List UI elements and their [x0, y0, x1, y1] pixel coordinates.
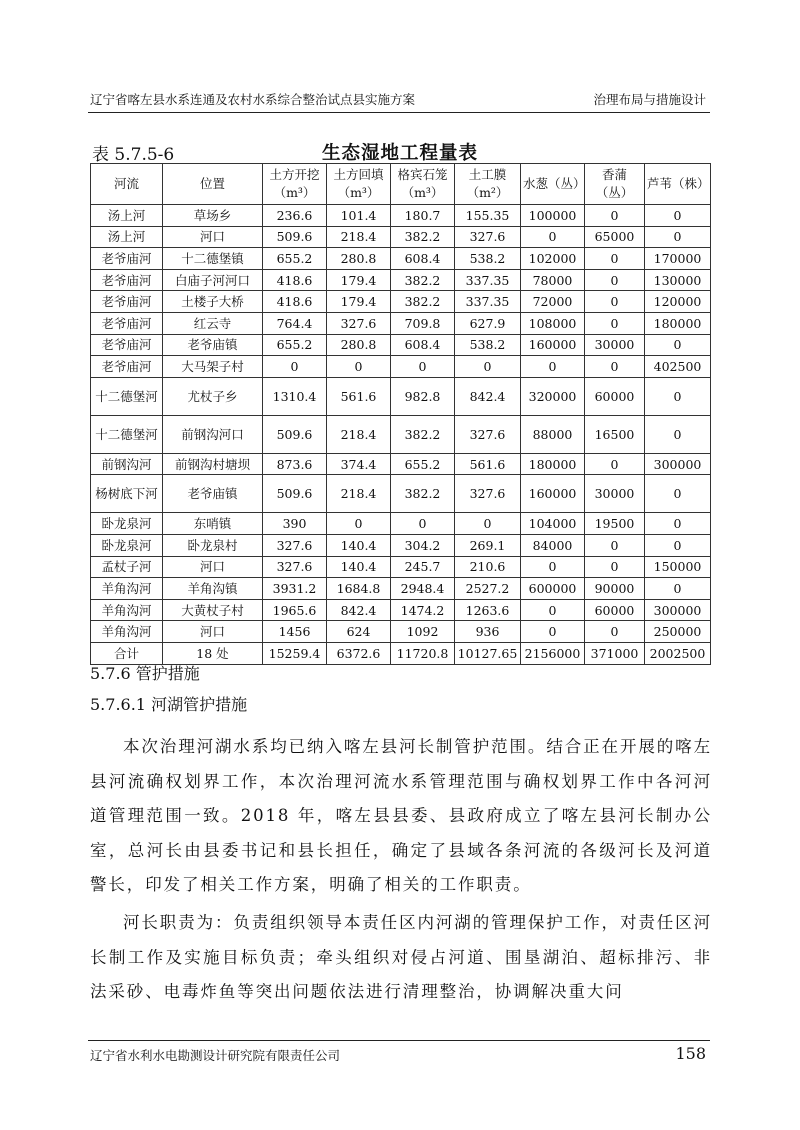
table-cell: 0: [645, 415, 711, 453]
table-cell: 120000: [645, 291, 711, 313]
table-cell: 1474.2: [391, 599, 455, 621]
table-cell: 327.6: [327, 312, 391, 334]
table-cell: 130000: [645, 269, 711, 291]
table-cell: 300000: [645, 599, 711, 621]
table-cell: 873.6: [263, 453, 327, 475]
table-cell: 842.4: [327, 599, 391, 621]
table-cell: 白庙子河河口: [163, 269, 263, 291]
table-row: [91, 534, 711, 556]
table-cell: 382.2: [391, 415, 455, 453]
table-cell: 337.35: [455, 291, 521, 313]
table-caption: [90, 140, 710, 165]
header-chapter-title: 治理布局与措施设计: [593, 92, 706, 107]
table-cell: 卧龙泉河: [91, 534, 163, 556]
table-cell: 0: [585, 534, 645, 556]
body-paragraph: 河长职责为：负责组织领导本责任区内河湖的管理保护工作，对责任区河长制工作及实施目标负责；牵头组织对侵占河道、围垦湖泊、超标排污、非法采砂、电毒炸鱼等突出问题依法进行清理整治，协调解决重大问: [90, 913, 712, 1001]
table-cell: 2156000: [521, 642, 585, 664]
table-row: [91, 621, 711, 643]
page-number: 158: [675, 1044, 706, 1063]
table-cell: 140.4: [327, 556, 391, 578]
table-cell: 老爷庙河: [91, 269, 163, 291]
table-cell: 老爷庙河: [91, 248, 163, 270]
table-cell: 2527.2: [455, 578, 521, 600]
table-cell: 0: [585, 269, 645, 291]
table-cell: 170000: [645, 248, 711, 270]
table-cell: 140.4: [327, 534, 391, 556]
table-cell: 河口: [163, 226, 263, 248]
table-cell: 100000: [521, 205, 585, 227]
table-cell: 15259.4: [263, 642, 327, 664]
table-cell: 卧龙泉河: [91, 513, 163, 535]
table-cell: 304.2: [391, 534, 455, 556]
subsection-heading: 5.7.6.1 河湖管护措施: [90, 695, 248, 714]
table-cell: 60000: [585, 377, 645, 415]
page-footer: [88, 1040, 710, 1065]
table-cell: 草场乡: [163, 205, 263, 227]
table-cell: 300000: [645, 453, 711, 475]
table-cell: 前钢沟河口: [163, 415, 263, 453]
table-cell: 1263.6: [455, 599, 521, 621]
table-cell: 327.6: [263, 556, 327, 578]
footer-organization: 辽宁省水利水电勘测设计研究院有限责任公司: [90, 1048, 341, 1063]
table-cell: 30000: [585, 334, 645, 356]
table-row: [91, 312, 711, 334]
table-cell: 河口: [163, 621, 263, 643]
table-cell: 0: [263, 356, 327, 378]
table-cell: 1965.6: [263, 599, 327, 621]
table-cell: 19500: [585, 513, 645, 535]
table-cell: 709.8: [391, 312, 455, 334]
table-cell: 汤上河: [91, 226, 163, 248]
table-cell: 羊角沟镇: [163, 578, 263, 600]
table-cell: 老爷庙河: [91, 356, 163, 378]
table-cell: 大马架子村: [163, 356, 263, 378]
column-header: 河流: [91, 164, 163, 205]
wetland-quantity-table: [90, 163, 711, 665]
column-header: 格宾石笼（m³）: [391, 164, 455, 205]
table-cell: 0: [391, 356, 455, 378]
table-cell: 18 处: [163, 642, 263, 664]
table-cell: 卧龙泉村: [163, 534, 263, 556]
table-cell: 374.4: [327, 453, 391, 475]
table-row: [91, 226, 711, 248]
table-cell: 418.6: [263, 269, 327, 291]
table-cell: 101.4: [327, 205, 391, 227]
table-cell: 0: [645, 205, 711, 227]
table-cell: 390: [263, 513, 327, 535]
table-cell: 655.2: [263, 248, 327, 270]
table-cell: 老爷庙河: [91, 334, 163, 356]
table-cell: 10127.65: [455, 642, 521, 664]
table-cell: 84000: [521, 534, 585, 556]
table-cell: 280.8: [327, 334, 391, 356]
table-cell: 627.9: [455, 312, 521, 334]
table-cell: 236.6: [263, 205, 327, 227]
table-cell: 382.2: [391, 291, 455, 313]
table-cell: 382.2: [391, 226, 455, 248]
table-cell: 600000: [521, 578, 585, 600]
table-cell: 合计: [91, 642, 163, 664]
table-cell: 孟杖子河: [91, 556, 163, 578]
table-cell: 382.2: [391, 475, 455, 513]
table-number: 表 5.7.5-6: [92, 145, 175, 165]
column-header: 位置: [163, 164, 263, 205]
table-cell: 764.4: [263, 312, 327, 334]
table-cell: 1092: [391, 621, 455, 643]
table-cell: 655.2: [391, 453, 455, 475]
table-cell: 250000: [645, 621, 711, 643]
header-document-title: 辽宁省喀左县水系连通及农村水系综合整治试点县实施方案: [90, 92, 416, 107]
table-cell: 150000: [645, 556, 711, 578]
table-cell: 538.2: [455, 334, 521, 356]
table-cell: 624: [327, 621, 391, 643]
table-row: [91, 556, 711, 578]
table-cell: 6372.6: [327, 642, 391, 664]
table-cell: 327.6: [455, 475, 521, 513]
table-cell: 0: [645, 226, 711, 248]
table-row: [91, 377, 711, 415]
table-cell: 337.35: [455, 269, 521, 291]
table-cell: 180000: [645, 312, 711, 334]
table-cell: 179.4: [327, 269, 391, 291]
table-cell: 老爷庙河: [91, 291, 163, 313]
table-row: [91, 475, 711, 513]
table-cell: 30000: [585, 475, 645, 513]
table-header-row: [91, 164, 711, 205]
table-cell: 561.6: [327, 377, 391, 415]
table-cell: 0: [585, 556, 645, 578]
table-cell: 杨树底下河: [91, 475, 163, 513]
table-cell: 3931.2: [263, 578, 327, 600]
table-cell: 0: [521, 599, 585, 621]
table-row: [91, 599, 711, 621]
table-cell: 羊角沟河: [91, 599, 163, 621]
table-cell: 509.6: [263, 475, 327, 513]
table-row: [91, 356, 711, 378]
table-cell: 280.8: [327, 248, 391, 270]
table-cell: 11720.8: [391, 642, 455, 664]
table-cell: 0: [645, 377, 711, 415]
table-cell: 东哨镇: [163, 513, 263, 535]
table-cell: 0: [521, 556, 585, 578]
table-cell: 327.6: [455, 415, 521, 453]
table-cell: 245.7: [391, 556, 455, 578]
table-cell: 老爷庙镇: [163, 475, 263, 513]
table-cell: 210.6: [455, 556, 521, 578]
table-cell: 72000: [521, 291, 585, 313]
table-cell: 0: [645, 475, 711, 513]
table-cell: 936: [455, 621, 521, 643]
table-cell: 371000: [585, 642, 645, 664]
table-row: [91, 291, 711, 313]
table-cell: 前钢沟村塘坝: [163, 453, 263, 475]
table-cell: 155.35: [455, 205, 521, 227]
table-cell: 1456: [263, 621, 327, 643]
table-cell: 269.1: [455, 534, 521, 556]
table-cell: 老爷庙镇: [163, 334, 263, 356]
table-cell: 0: [585, 356, 645, 378]
table-row: [91, 453, 711, 475]
table-row: [91, 269, 711, 291]
column-header: 土工膜（m²）: [455, 164, 521, 205]
table-cell: 0: [455, 356, 521, 378]
table-cell: 842.4: [455, 377, 521, 415]
table-cell: 982.8: [391, 377, 455, 415]
table-cell: 十二德堡镇: [163, 248, 263, 270]
table-cell: 78000: [521, 269, 585, 291]
body-paragraph: 本次治理河湖水系均已纳入喀左县河长制管护范围。结合正在开展的喀左县河流确权划界工作，本次治理河流水系管理范围与确权划界工作中各河河道管理范围一致。2018 年，喀左县县委、县政府成立了喀左县河长制办公室，总河长由县委书记和县长担任，确定了县域各条河流的各级河长及河道警长，印发了相关工作方案，明确了相关的工作职责。: [90, 737, 712, 894]
table-cell: 河口: [163, 556, 263, 578]
section-heading: 5.7.6 管护措施: [90, 664, 200, 683]
table-cell: 179.4: [327, 291, 391, 313]
table-row: [91, 415, 711, 453]
table-cell: 509.6: [263, 226, 327, 248]
table-cell: 0: [645, 513, 711, 535]
table-cell: 160000: [521, 475, 585, 513]
table-cell: 0: [645, 578, 711, 600]
table-cell: 509.6: [263, 415, 327, 453]
table-cell: 0: [585, 205, 645, 227]
table-cell: 402500: [645, 356, 711, 378]
table-cell: 2948.4: [391, 578, 455, 600]
table-cell: 汤上河: [91, 205, 163, 227]
table-cell: 16500: [585, 415, 645, 453]
table-cell: 0: [391, 513, 455, 535]
table-body: [91, 205, 711, 665]
table-cell: 60000: [585, 599, 645, 621]
column-header: 香蒲（丛）: [585, 164, 645, 205]
table-cell: 0: [645, 334, 711, 356]
table-cell: 327.6: [455, 226, 521, 248]
table-row: [91, 334, 711, 356]
table-cell: 大黄杖子村: [163, 599, 263, 621]
table-cell: 180.7: [391, 205, 455, 227]
table-cell: 90000: [585, 578, 645, 600]
table-cell: 0: [521, 356, 585, 378]
table-cell: 0: [455, 513, 521, 535]
table-row: [91, 578, 711, 600]
table-cell: 327.6: [263, 534, 327, 556]
table-cell: 十二德堡河: [91, 377, 163, 415]
table-cell: 0: [585, 248, 645, 270]
table-cell: 羊角沟河: [91, 621, 163, 643]
table-cell: 160000: [521, 334, 585, 356]
column-header: 土方开挖（m³）: [263, 164, 327, 205]
table-cell: 180000: [521, 453, 585, 475]
table-cell: 608.4: [391, 334, 455, 356]
table-cell: 0: [645, 534, 711, 556]
column-header: 土方回填（m³）: [327, 164, 391, 205]
table-cell: 0: [327, 356, 391, 378]
table-cell: 608.4: [391, 248, 455, 270]
table-title: 生态湿地工程量表: [321, 143, 478, 164]
table-cell: 0: [585, 312, 645, 334]
table-cell: 羊角沟河: [91, 578, 163, 600]
table-cell: 65000: [585, 226, 645, 248]
table-cell: 0: [327, 513, 391, 535]
table-cell: 0: [521, 621, 585, 643]
table-cell: 538.2: [455, 248, 521, 270]
table-cell: 0: [585, 291, 645, 313]
table-row: [91, 248, 711, 270]
table-cell: 218.4: [327, 415, 391, 453]
table-cell: 尤杖子乡: [163, 377, 263, 415]
table-cell: 老爷庙河: [91, 312, 163, 334]
table-cell: 红云寺: [163, 312, 263, 334]
table-cell: 1684.8: [327, 578, 391, 600]
table-row: [91, 205, 711, 227]
table-cell: 0: [521, 226, 585, 248]
table-row: [91, 513, 711, 535]
table-cell: 前钢沟河: [91, 453, 163, 475]
table-cell: 561.6: [455, 453, 521, 475]
table-cell: 102000: [521, 248, 585, 270]
table-cell: 382.2: [391, 269, 455, 291]
table-cell: 418.6: [263, 291, 327, 313]
table-cell: 218.4: [327, 226, 391, 248]
table-cell: 2002500: [645, 642, 711, 664]
table-cell: 1310.4: [263, 377, 327, 415]
table-cell: 655.2: [263, 334, 327, 356]
table-cell: 104000: [521, 513, 585, 535]
table-cell: 十二德堡河: [91, 415, 163, 453]
column-header: 水葱（丛）: [521, 164, 585, 205]
table-cell: 0: [585, 453, 645, 475]
table-cell: 108000: [521, 312, 585, 334]
page-header: [88, 92, 710, 113]
table-cell: 土楼子大桥: [163, 291, 263, 313]
table-cell: 218.4: [327, 475, 391, 513]
table-cell: 88000: [521, 415, 585, 453]
column-header: 芦苇（株）: [645, 164, 711, 205]
table-cell: 0: [585, 621, 645, 643]
table-cell: 320000: [521, 377, 585, 415]
